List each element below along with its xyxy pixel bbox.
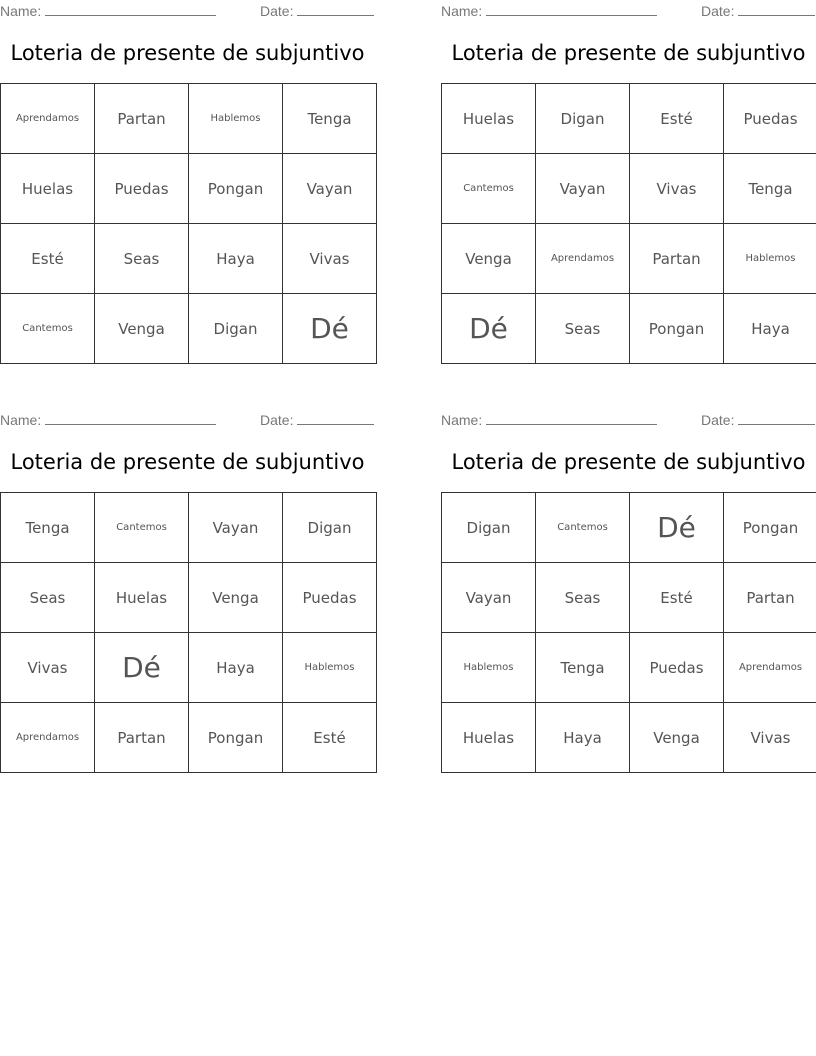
grid-cell: Seas <box>95 224 189 294</box>
grid-cell: Seas <box>536 563 630 633</box>
grid-cell: Dé <box>442 294 536 364</box>
grid-cell: Huelas <box>95 563 189 633</box>
grid-cell: Tenga <box>283 84 377 154</box>
grid-cell: Puedas <box>724 84 816 154</box>
grid-cell: Vayan <box>283 154 377 224</box>
grid-row <box>1 84 377 154</box>
date-blank[interactable] <box>738 412 815 425</box>
grid-cell: Cantemos <box>95 493 189 563</box>
grid-cell: Cantemos <box>1 294 95 364</box>
name-label: Name: <box>0 412 42 428</box>
grid-cell: Puedas <box>95 154 189 224</box>
grid-cell: Vivas <box>1 633 95 703</box>
grid-cell: Huelas <box>442 703 536 773</box>
date-label: Date: <box>701 412 735 428</box>
card-title: Loteria de presente de subjuntivo <box>10 41 365 65</box>
date-field[interactable] <box>701 412 815 428</box>
grid-cell: Dé <box>283 294 377 364</box>
grid-cell: Venga <box>442 224 536 294</box>
date-blank[interactable] <box>297 3 374 16</box>
grid-row <box>442 563 816 633</box>
grid-cell: Dé <box>95 633 189 703</box>
grid-cell: Puedas <box>283 563 377 633</box>
grid-row <box>442 294 816 364</box>
grid-cell: Aprendamos <box>536 224 630 294</box>
grid-row <box>442 703 816 773</box>
grid-row <box>442 84 816 154</box>
grid-cell: Tenga <box>1 493 95 563</box>
grid-cell: Aprendamos <box>1 84 95 154</box>
grid-cell: Haya <box>536 703 630 773</box>
name-field[interactable] <box>441 412 657 428</box>
grid-cell: Digan <box>442 493 536 563</box>
bingo-card <box>441 409 816 784</box>
grid-row <box>1 294 377 364</box>
name-label: Name: <box>0 3 42 19</box>
grid-cell: Partan <box>95 84 189 154</box>
name-blank[interactable] <box>486 412 657 425</box>
name-field[interactable] <box>0 3 216 19</box>
grid-cell: Digan <box>283 493 377 563</box>
card-grid <box>441 83 816 364</box>
grid-row <box>1 633 377 703</box>
grid-cell: Vivas <box>724 703 816 773</box>
name-blank[interactable] <box>45 3 216 16</box>
date-field[interactable] <box>260 412 374 428</box>
grid-cell: Pongan <box>630 294 724 364</box>
card-grid <box>0 492 377 773</box>
grid-cell: Vivas <box>283 224 377 294</box>
grid-cell: Partan <box>95 703 189 773</box>
grid-cell: Vayan <box>189 493 283 563</box>
grid-cell: Esté <box>1 224 95 294</box>
name-field[interactable] <box>441 3 657 19</box>
grid-cell: Digan <box>536 84 630 154</box>
grid-cell: Seas <box>1 563 95 633</box>
grid-cell: Hablemos <box>189 84 283 154</box>
grid-row <box>1 563 377 633</box>
grid-cell: Pongan <box>189 703 283 773</box>
grid-cell: Vayan <box>442 563 536 633</box>
card-title: Loteria de presente de subjuntivo <box>451 41 806 65</box>
grid-cell: Cantemos <box>536 493 630 563</box>
card-grid <box>441 492 816 773</box>
grid-row <box>1 224 377 294</box>
grid-cell: Hablemos <box>724 224 816 294</box>
grid-cell: Partan <box>630 224 724 294</box>
name-label: Name: <box>441 412 483 428</box>
grid-cell: Haya <box>189 224 283 294</box>
grid-row <box>1 493 377 563</box>
grid-cell: Haya <box>189 633 283 703</box>
grid-cell: Venga <box>189 563 283 633</box>
grid-cell: Venga <box>630 703 724 773</box>
name-blank[interactable] <box>45 412 216 425</box>
grid-cell: Pongan <box>189 154 283 224</box>
grid-cell: Tenga <box>724 154 816 224</box>
grid-cell: Vayan <box>536 154 630 224</box>
name-field[interactable] <box>0 412 216 428</box>
grid-cell: Puedas <box>630 633 724 703</box>
card-title: Loteria de presente de subjuntivo <box>451 450 806 474</box>
grid-cell: Tenga <box>536 633 630 703</box>
grid-cell: Haya <box>724 294 816 364</box>
date-blank[interactable] <box>297 412 374 425</box>
grid-cell: Seas <box>536 294 630 364</box>
date-blank[interactable] <box>738 3 815 16</box>
bingo-card <box>0 409 375 784</box>
grid-cell: Aprendamos <box>724 633 816 703</box>
date-label: Date: <box>260 3 294 19</box>
grid-cell: Venga <box>95 294 189 364</box>
grid-cell: Vivas <box>630 154 724 224</box>
card-title: Loteria de presente de subjuntivo <box>10 450 365 474</box>
grid-cell: Pongan <box>724 493 816 563</box>
grid-row <box>442 633 816 703</box>
card-grid <box>0 83 377 364</box>
date-label: Date: <box>701 3 735 19</box>
grid-row <box>442 493 816 563</box>
date-field[interactable] <box>701 3 815 19</box>
grid-cell: Esté <box>630 84 724 154</box>
grid-cell: Esté <box>283 703 377 773</box>
grid-cell: Cantemos <box>442 154 536 224</box>
date-field[interactable] <box>260 3 374 19</box>
grid-cell: Dé <box>630 493 724 563</box>
bingo-card <box>0 0 375 375</box>
grid-row <box>1 154 377 224</box>
grid-row <box>1 703 377 773</box>
grid-cell: Hablemos <box>442 633 536 703</box>
bingo-card <box>441 0 816 375</box>
grid-row <box>442 224 816 294</box>
grid-row <box>442 154 816 224</box>
date-label: Date: <box>260 412 294 428</box>
grid-cell: Esté <box>630 563 724 633</box>
grid-cell: Hablemos <box>283 633 377 703</box>
grid-cell: Digan <box>189 294 283 364</box>
grid-cell: Huelas <box>1 154 95 224</box>
name-blank[interactable] <box>486 3 657 16</box>
grid-cell: Partan <box>724 563 816 633</box>
grid-cell: Aprendamos <box>1 703 95 773</box>
name-label: Name: <box>441 3 483 19</box>
grid-cell: Huelas <box>442 84 536 154</box>
